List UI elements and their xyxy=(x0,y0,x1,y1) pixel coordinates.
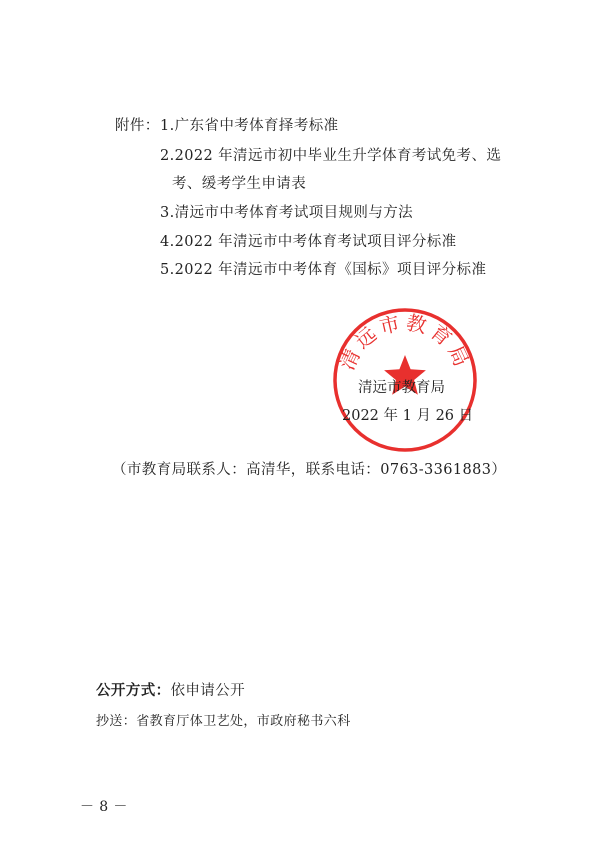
attachments-label: 附件： xyxy=(115,118,160,134)
publication-label: 公开方式： xyxy=(96,683,171,699)
attachment-item-1: 1.广东省中考体育择考标准 xyxy=(160,118,339,134)
signature-date: 2022 年 1 月 26 日 xyxy=(342,408,474,424)
attachment-item-4: 4.2022 年清远市中考体育考试项目评分标准 xyxy=(160,234,457,250)
contact-info: （市教育局联系人：高清华，联系电话：0763-3361883） xyxy=(112,462,507,478)
seal-text: 清远市教育局 xyxy=(334,310,476,374)
signature-org: 清远市教育局 xyxy=(358,380,445,396)
page-number: － 8 － xyxy=(80,799,128,815)
attachment-item-2-cont: 考、缓考学生申请表 xyxy=(172,176,307,192)
publication-method xyxy=(96,679,245,700)
attachment-item-3: 3.清远市中考体育考试项目规则与方法 xyxy=(160,205,414,221)
attachment-item-5: 5.2022 年清远市中考体育《国标》项目评分标准 xyxy=(160,262,487,278)
cc-line: 抄送：省教育厅体卫艺处，市政府秘书六科 xyxy=(96,714,351,729)
publication-value: 依申请公开 xyxy=(170,683,245,699)
attachment-item-2: 2.2022 年清远市初中毕业生升学体育考试免考、选 xyxy=(160,148,502,164)
